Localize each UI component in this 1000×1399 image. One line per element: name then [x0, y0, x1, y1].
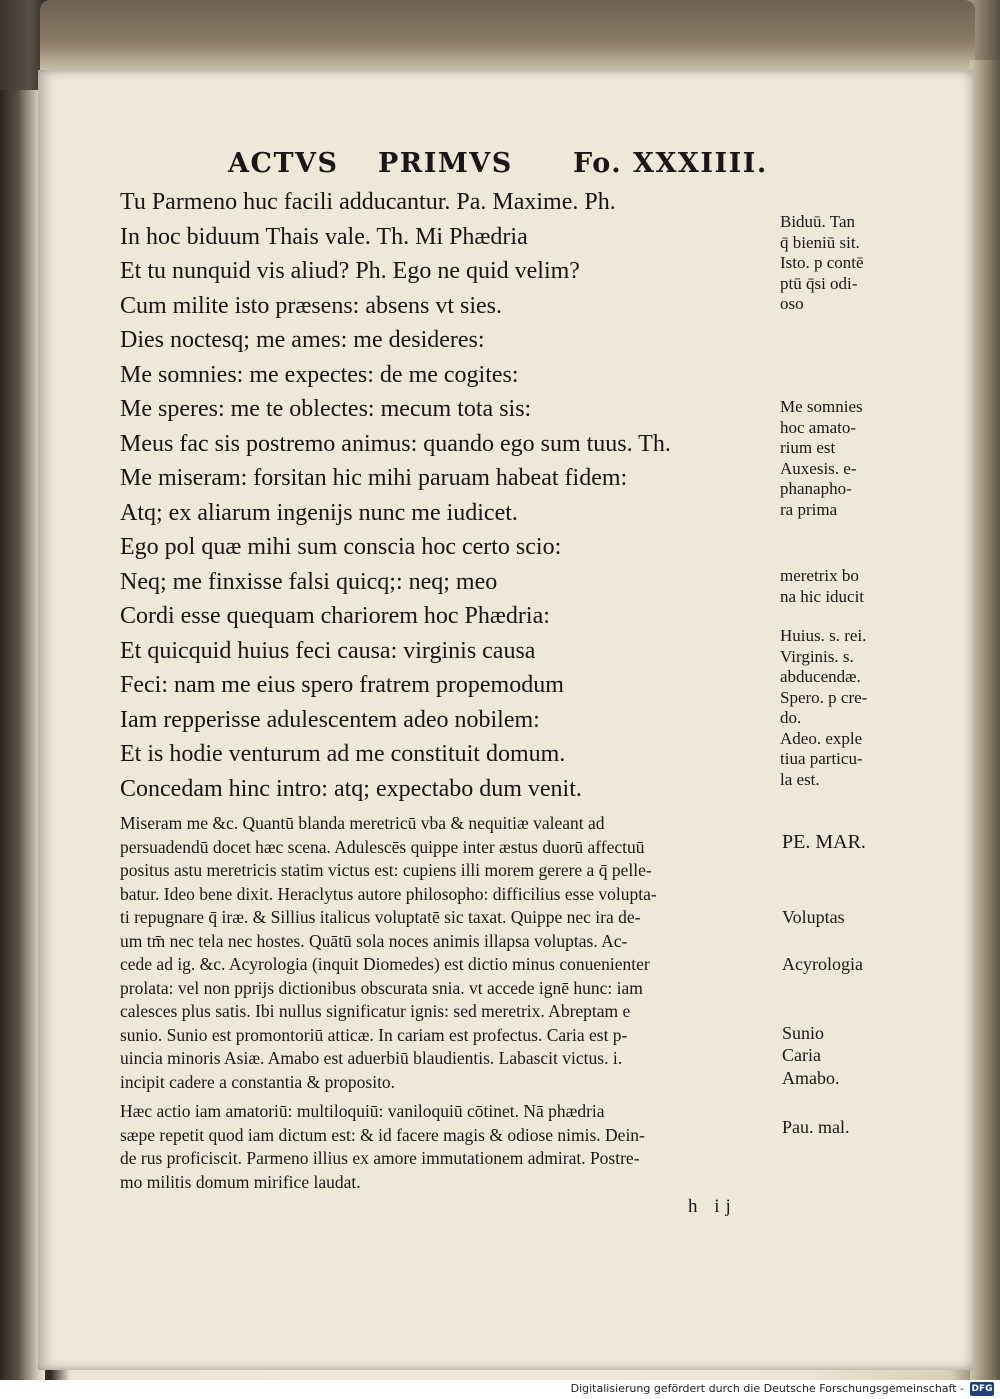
gloss-line: Huius. s. rei.: [780, 626, 867, 645]
gloss-line: Me somnies: [780, 397, 863, 416]
commentary-line: mo militis domum mirifice laudat.: [120, 1171, 361, 1192]
verse-line: Neq; me finxisse falsi quicq;: neq; meo: [120, 568, 498, 595]
commentary-block: [120, 1100, 770, 1194]
verse-line: Meus fac sis postremo animus: quando ego sum tuus. Th.: [120, 430, 671, 457]
book-cover-top: [40, 0, 975, 70]
gloss-line: hoc amato-: [780, 417, 856, 437]
gloss-line: Biduū. Tan: [780, 212, 855, 231]
verse-line: Dies noctesq; me ames: me desideres:: [120, 327, 485, 353]
folio-number: Fo. XXXIIII.: [573, 148, 768, 179]
commentary-line: Miseram me &c. Quantū blanda meretricū vba & nequitiæ valeant ad: [120, 813, 605, 833]
commentary-line: um tm̄ nec tela nec hostes. Quātū sola noces animis illapsa voluptas. Ac-: [120, 930, 628, 951]
verse-line: Concedam hinc intro: atq; expectabo dum venit.: [120, 775, 582, 802]
gloss-line: la est.: [780, 769, 820, 789]
gloss-line: ptū q̄si odi-: [780, 273, 858, 293]
gloss-line: tiua particu-: [780, 749, 863, 768]
verse-line: Et tu nunquid vis aliud? Ph. Ego ne quid velim?: [120, 258, 580, 284]
margin-note-sunio: Sunio: [782, 1023, 825, 1043]
commentary-line: positus astu meretricis statim victus est: cupiens illi morem gerere a q̄ pelle-: [120, 860, 652, 880]
gloss-line: oso: [780, 294, 804, 313]
margin-note-caria: Caria: [782, 1045, 821, 1065]
verse-line: Ego pol quæ mihi sum conscia hoc certo scio:: [120, 534, 562, 560]
gloss-line: Virginis. s.: [780, 646, 854, 666]
commentary-line: prolata: vel non pprijs dictionibus obscurata snia. vt accede ignē hunc: iam: [120, 977, 643, 998]
marginal-gloss: [780, 566, 920, 607]
verse-block: [120, 185, 760, 806]
gloss-line: q̄ bieniū sit.: [780, 232, 860, 252]
margin-note-pemar: PE. MAR.: [782, 831, 866, 853]
verse-line: Me somnies: me expectes: de me cogites:: [120, 361, 519, 388]
footer-credit: Digitalisierung gefördert durch die Deutsche Forschungsgemeinschaft -: [570, 1382, 964, 1395]
commentary-line: sunio. Sunio est promontoriū atticæ. In cariam est profectus. Caria est p-: [120, 1024, 628, 1045]
margin-note-acyrologia: Acyrologia: [782, 954, 863, 974]
gloss-line: abducendæ.: [780, 667, 861, 686]
commentary-line: incipit cadere a constantia & proposito.: [120, 1071, 396, 1092]
gloss-line: na hic iducit: [780, 586, 865, 606]
marginal-gloss: [780, 626, 920, 790]
dfg-logo-icon: DFG: [971, 1384, 993, 1394]
commentary-block: [120, 812, 770, 1094]
verse-line: Atq; ex aliarum ingenijs nunc me iudicet.: [120, 499, 518, 526]
signature-mark: h ij: [688, 1196, 737, 1217]
gloss-line: Auxesis. e-: [780, 458, 857, 478]
margin-note-voluptas: Voluptas: [782, 907, 845, 927]
verse-line: Iam repperisse adulescentem adeo nobilem:: [120, 706, 540, 733]
verse-line: Feci: nam me eius spero fratrem propemodum: [120, 672, 564, 698]
commentary-line: Hæc actio iam amatoriū: multiloquiū: vaniloquiū cōtinet. Nā phædria: [120, 1101, 605, 1121]
gloss-line: rium est: [780, 438, 836, 457]
gloss-line: Isto. p contē: [780, 253, 864, 272]
verse-line: Et is hodie venturum ad me constituit domum.: [120, 741, 566, 767]
gloss-line: Adeo. exple: [780, 728, 863, 748]
commentary-line: calesces plus satis. Ibi nullus significatur ignis: sed meretrix. Abreptam e: [120, 1001, 631, 1021]
margin-note-amabo: Amabo.: [782, 1068, 840, 1088]
verse-line: Cordi esse quequam chariorem hoc Phædria:: [120, 603, 550, 629]
commentary-line: batur. Ideo bene dixit. Heraclytus autore philosopho: difficilius esse volupta-: [120, 883, 657, 904]
commentary-line: cede ad ig. &c. Acyrologia (inquit Diomedes) est dictio minus conuenienter: [120, 954, 650, 974]
verse-line: Tu Parmeno huc facili adducantur. Pa. Maxime. Ph.: [120, 189, 616, 215]
margin-note-paumal: Pau. mal.: [782, 1117, 850, 1137]
verse-line: In hoc biduum Thais vale. Th. Mi Phædria: [120, 223, 528, 250]
marginal-gloss: [780, 397, 920, 520]
commentary-line: de rus proficiscit. Parmeno illius ex amore immutationem admirat. Postre-: [120, 1148, 640, 1168]
gloss-line: phanapho-: [780, 479, 852, 498]
footer-bar: [0, 1380, 1000, 1399]
gloss-line: ra prima: [780, 499, 838, 519]
verse-line: Et quicquid huius feci causa: virginis causa: [120, 637, 536, 664]
commentary-line: persuadendū docet hæc scena. Adulescēs quippe inter æstus duorū affectuū: [120, 836, 645, 857]
commentary-line: ti repugnare q̄ iræ. & Sillius italicus voluptatē sic taxat. Quippe nec ira de-: [120, 907, 641, 927]
marginal-gloss: [780, 212, 920, 315]
gloss-line: meretrix bo: [780, 566, 859, 585]
book-cover-right: [970, 60, 1000, 1380]
commentary-line: sæpe repetit quod iam dictum est: & id facere magis & odiose nimis. Dein-: [120, 1124, 645, 1145]
verse-line: Me speres: me te oblectes: mecum tota sis:: [120, 396, 532, 422]
verse-line: Me miseram: forsitan hic mihi paruam habeat fidem:: [120, 465, 628, 491]
header-primus: PRIMVS: [378, 148, 513, 179]
gloss-line: do.: [780, 708, 802, 727]
header-actus: ACTVS: [228, 148, 339, 179]
commentary-line: uincia minoris Asiæ. Amabo est aduerbiū blaudientis. Labascit victus. i.: [120, 1048, 623, 1068]
gloss-line: Spero. p cre-: [780, 687, 868, 707]
verse-line: Cum milite isto præsens: absens vt sies.: [120, 292, 502, 319]
